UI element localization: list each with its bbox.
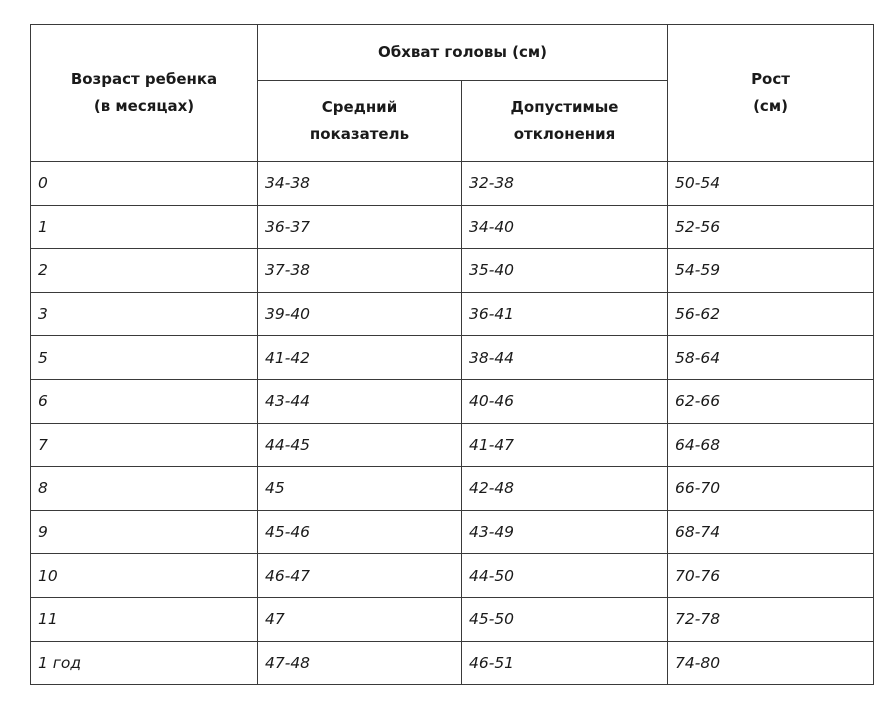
average-cell: 45-46: [258, 510, 462, 554]
average-header-line1: Средний: [321, 98, 398, 116]
average-cell: 46-47: [258, 554, 462, 598]
average-cell: 43-44: [258, 379, 462, 423]
height-cell: 56-62: [668, 292, 874, 336]
height-header-line1: Рост: [751, 70, 790, 88]
table-row: [31, 467, 874, 511]
height-cell: 64-68: [668, 423, 874, 467]
average-cell: 36-37: [258, 205, 462, 249]
table-row: [31, 379, 874, 423]
average-cell: 45: [258, 467, 462, 511]
age-cell: 8: [31, 467, 258, 511]
height-cell: 68-74: [668, 510, 874, 554]
table-row: [31, 510, 874, 554]
average-cell: 47-48: [258, 641, 462, 685]
deviation-cell: 36-41: [462, 292, 668, 336]
age-cell: 0: [31, 162, 258, 206]
table-row: [31, 162, 874, 206]
deviation-cell: 45-50: [462, 597, 668, 641]
height-cell: 62-66: [668, 379, 874, 423]
height-cell: 52-56: [668, 205, 874, 249]
age-cell: 5: [31, 336, 258, 380]
average-header-line2: показатель: [309, 125, 410, 143]
deviation-cell: 32-38: [462, 162, 668, 206]
height-cell: 72-78: [668, 597, 874, 641]
table-body: [31, 162, 874, 685]
growth-table: [30, 24, 874, 685]
age-header-line2: (в месяцах): [93, 97, 195, 115]
table-row: [31, 249, 874, 293]
deviation-column-header: [462, 81, 668, 162]
table-header: [31, 25, 874, 162]
average-cell: 39-40: [258, 292, 462, 336]
table-row: [31, 336, 874, 380]
average-cell: 44-45: [258, 423, 462, 467]
deviation-cell: 41-47: [462, 423, 668, 467]
average-cell: 47: [258, 597, 462, 641]
deviation-header-line1: Допустимые: [510, 98, 619, 116]
table-row: [31, 205, 874, 249]
average-cell: 41-42: [258, 336, 462, 380]
deviation-cell: 34-40: [462, 205, 668, 249]
age-cell: 2: [31, 249, 258, 293]
average-cell: 34-38: [258, 162, 462, 206]
age-cell: 1 год: [31, 641, 258, 685]
age-cell: 3: [31, 292, 258, 336]
average-cell: 37-38: [258, 249, 462, 293]
deviation-cell: 46-51: [462, 641, 668, 685]
table-row: [31, 292, 874, 336]
deviation-cell: 38-44: [462, 336, 668, 380]
age-cell: 9: [31, 510, 258, 554]
height-header-line2: (см): [753, 97, 788, 115]
age-cell: 11: [31, 597, 258, 641]
height-cell: 66-70: [668, 467, 874, 511]
age-cell: 10: [31, 554, 258, 598]
deviation-cell: 44-50: [462, 554, 668, 598]
height-cell: 58-64: [668, 336, 874, 380]
age-cell: 6: [31, 379, 258, 423]
height-cell: 50-54: [668, 162, 874, 206]
height-cell: 74-80: [668, 641, 874, 685]
age-header-line1: Возраст ребенка: [70, 70, 218, 88]
deviation-cell: 40-46: [462, 379, 668, 423]
deviation-cell: 43-49: [462, 510, 668, 554]
age-cell: 7: [31, 423, 258, 467]
age-cell: 1: [31, 205, 258, 249]
deviation-header-line2: отклонения: [513, 125, 616, 143]
table-row: [31, 554, 874, 598]
table-row: [31, 597, 874, 641]
height-cell: 70-76: [668, 554, 874, 598]
table-row: [31, 641, 874, 685]
height-cell: 54-59: [668, 249, 874, 293]
age-column-header: [31, 25, 258, 162]
height-column-header: [668, 25, 874, 162]
deviation-cell: 42-48: [462, 467, 668, 511]
header-row-top: [31, 25, 874, 81]
deviation-cell: 35-40: [462, 249, 668, 293]
table-row: [31, 423, 874, 467]
head-circumference-header: Обхват головы (см): [258, 25, 668, 81]
average-column-header: [258, 81, 462, 162]
